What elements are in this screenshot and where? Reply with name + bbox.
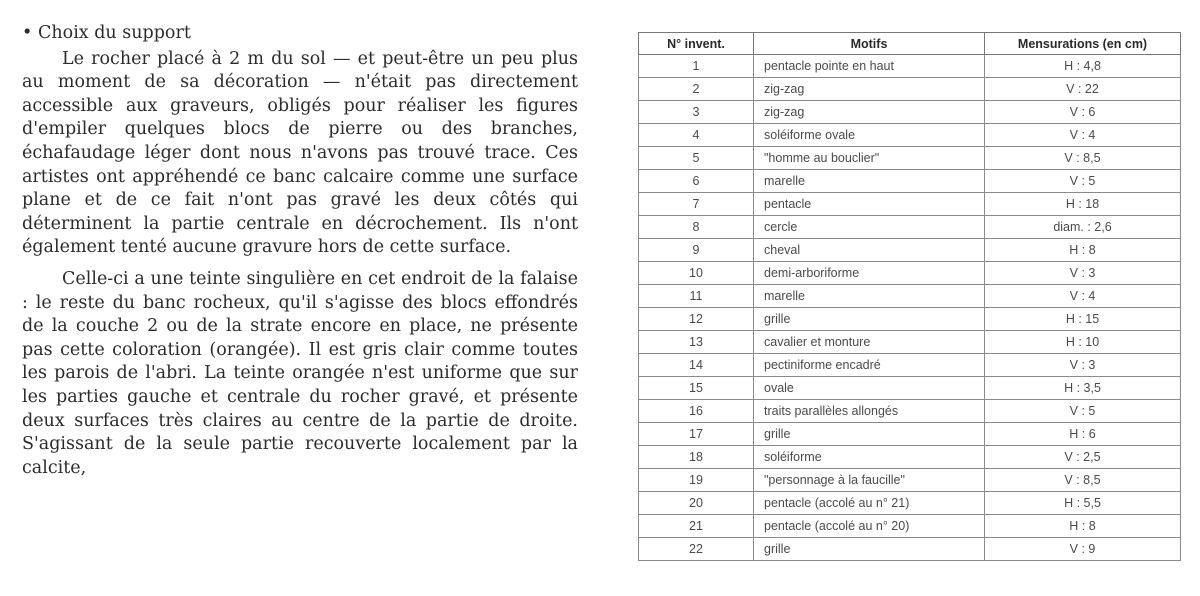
inventory-number-cell: 22 bbox=[639, 538, 754, 561]
inventory-number-cell: 2 bbox=[639, 78, 754, 101]
table-row bbox=[639, 55, 1181, 78]
measurement-cell: V : 22 bbox=[985, 78, 1181, 101]
table-row bbox=[639, 78, 1181, 101]
motif-cell: "personnage à la faucille" bbox=[754, 469, 985, 492]
table-row bbox=[639, 354, 1181, 377]
measurement-cell: V : 3 bbox=[985, 354, 1181, 377]
inventory-number-cell: 7 bbox=[639, 193, 754, 216]
motif-cell: zig-zag bbox=[754, 78, 985, 101]
table-row bbox=[639, 285, 1181, 308]
measurement-cell: V : 9 bbox=[985, 538, 1181, 561]
paragraph-1: Le rocher placé à 2 m du sol — et peut-être un peu plus au moment de sa décoration — n'était pas directement accessible aux graveurs, obligés pour réaliser les figures d'empiler quelques blocs de pierre ou des branches, échafaudage léger dont nous n'avons pas trouvé trace. Ces artistes ont appréhendé ce banc calcaire comme une surface plane et de ce fait n'ont pas gravé les deux côtés qui déterminent la partie centrale en décrochement. Ils n'ont également tenté aucune gravure hors de cette surface. bbox=[22, 48, 578, 258]
measurement-cell: V : 4 bbox=[985, 285, 1181, 308]
table-body bbox=[639, 55, 1181, 561]
inventory-number-cell: 12 bbox=[639, 308, 754, 331]
heading-bullet: • bbox=[22, 23, 33, 43]
table-row bbox=[639, 170, 1181, 193]
table-row bbox=[639, 400, 1181, 423]
inventory-number-cell: 15 bbox=[639, 377, 754, 400]
motif-cell: marelle bbox=[754, 285, 985, 308]
measurement-cell: V : 5 bbox=[985, 170, 1181, 193]
measurement-cell: H : 3,5 bbox=[985, 377, 1181, 400]
inventory-number-cell: 16 bbox=[639, 400, 754, 423]
measurement-cell: H : 5,5 bbox=[985, 492, 1181, 515]
inventory-number-cell: 13 bbox=[639, 331, 754, 354]
measurement-cell: V : 4 bbox=[985, 124, 1181, 147]
inventory-number-cell: 17 bbox=[639, 423, 754, 446]
motif-cell: cavalier et monture bbox=[754, 331, 985, 354]
header-motifs: Motifs bbox=[754, 33, 985, 55]
motif-cell: pentacle (accolé au n° 20) bbox=[754, 515, 985, 538]
table-row bbox=[639, 469, 1181, 492]
table-header-row bbox=[639, 33, 1181, 55]
table-row bbox=[639, 239, 1181, 262]
measurement-cell: V : 2,5 bbox=[985, 446, 1181, 469]
table-row bbox=[639, 147, 1181, 170]
paragraph-2: Celle-ci a une teinte singulière en cet endroit de la falaise : le reste du banc rocheux, qu'il s'agisse des blocs effondrés de la couche 2 ou de la strate encore en place, ne présente pas cette coloration (orangée). Il est gris clair comme toutes les parois de l'abri. La teinte orangée n'est uniforme que sur les parties gauche et centrale du rocher gravé, et présente deux surfaces très claires au centre de la partie de droite. S'agissant de la seule partie recouverte localement par la calcite, bbox=[22, 268, 578, 478]
table-row bbox=[639, 446, 1181, 469]
table-row bbox=[639, 377, 1181, 400]
measurement-cell: V : 5 bbox=[985, 400, 1181, 423]
motif-cell: pentacle pointe en haut bbox=[754, 55, 985, 78]
table-row bbox=[639, 216, 1181, 239]
table-row bbox=[639, 308, 1181, 331]
motif-cell: soléiforme bbox=[754, 446, 985, 469]
motif-cell: pentacle bbox=[754, 193, 985, 216]
measurement-cell: V : 8,5 bbox=[985, 147, 1181, 170]
measurement-cell: H : 8 bbox=[985, 239, 1181, 262]
table-row bbox=[639, 492, 1181, 515]
section-heading bbox=[22, 22, 578, 46]
inventory-table bbox=[638, 32, 1181, 561]
header-inventory-number: N° invent. bbox=[639, 33, 754, 55]
inventory-number-cell: 11 bbox=[639, 285, 754, 308]
header-measurements: Mensurations (en cm) bbox=[985, 33, 1181, 55]
motif-cell: ovale bbox=[754, 377, 985, 400]
motif-cell: cheval bbox=[754, 239, 985, 262]
inventory-number-cell: 21 bbox=[639, 515, 754, 538]
inventory-number-cell: 1 bbox=[639, 55, 754, 78]
measurement-cell: H : 4,8 bbox=[985, 55, 1181, 78]
inventory-number-cell: 8 bbox=[639, 216, 754, 239]
measurement-cell: H : 15 bbox=[985, 308, 1181, 331]
inventory-number-cell: 9 bbox=[639, 239, 754, 262]
table-row bbox=[639, 262, 1181, 285]
motif-cell: "homme au bouclier" bbox=[754, 147, 985, 170]
inventory-number-cell: 18 bbox=[639, 446, 754, 469]
table-row bbox=[639, 423, 1181, 446]
motif-cell: soléiforme ovale bbox=[754, 124, 985, 147]
table-row bbox=[639, 101, 1181, 124]
table-row bbox=[639, 331, 1181, 354]
heading-text: Choix du support bbox=[38, 23, 191, 43]
motif-cell: traits parallèles allongés bbox=[754, 400, 985, 423]
motif-cell: grille bbox=[754, 308, 985, 331]
motif-cell: cercle bbox=[754, 216, 985, 239]
inventory-number-cell: 19 bbox=[639, 469, 754, 492]
measurement-cell: H : 10 bbox=[985, 331, 1181, 354]
motif-cell: demi-arboriforme bbox=[754, 262, 985, 285]
motif-cell: pentacle (accolé au n° 21) bbox=[754, 492, 985, 515]
inventory-number-cell: 6 bbox=[639, 170, 754, 193]
text-column bbox=[22, 22, 578, 480]
inventory-number-cell: 20 bbox=[639, 492, 754, 515]
table-row bbox=[639, 515, 1181, 538]
measurement-cell: V : 3 bbox=[985, 262, 1181, 285]
motif-cell: marelle bbox=[754, 170, 985, 193]
inventory-number-cell: 5 bbox=[639, 147, 754, 170]
motif-cell: pectiniforme encadré bbox=[754, 354, 985, 377]
motif-cell: grille bbox=[754, 423, 985, 446]
inventory-number-cell: 14 bbox=[639, 354, 754, 377]
inventory-table-wrapper bbox=[638, 32, 1180, 561]
inventory-number-cell: 3 bbox=[639, 101, 754, 124]
table-row bbox=[639, 193, 1181, 216]
measurement-cell: H : 18 bbox=[985, 193, 1181, 216]
measurement-cell: H : 8 bbox=[985, 515, 1181, 538]
inventory-number-cell: 10 bbox=[639, 262, 754, 285]
measurement-cell: V : 8,5 bbox=[985, 469, 1181, 492]
measurement-cell: V : 6 bbox=[985, 101, 1181, 124]
measurement-cell: H : 6 bbox=[985, 423, 1181, 446]
inventory-number-cell: 4 bbox=[639, 124, 754, 147]
measurement-cell: diam. : 2,6 bbox=[985, 216, 1181, 239]
motif-cell: grille bbox=[754, 538, 985, 561]
table-row bbox=[639, 538, 1181, 561]
motif-cell: zig-zag bbox=[754, 101, 985, 124]
table-row bbox=[639, 124, 1181, 147]
